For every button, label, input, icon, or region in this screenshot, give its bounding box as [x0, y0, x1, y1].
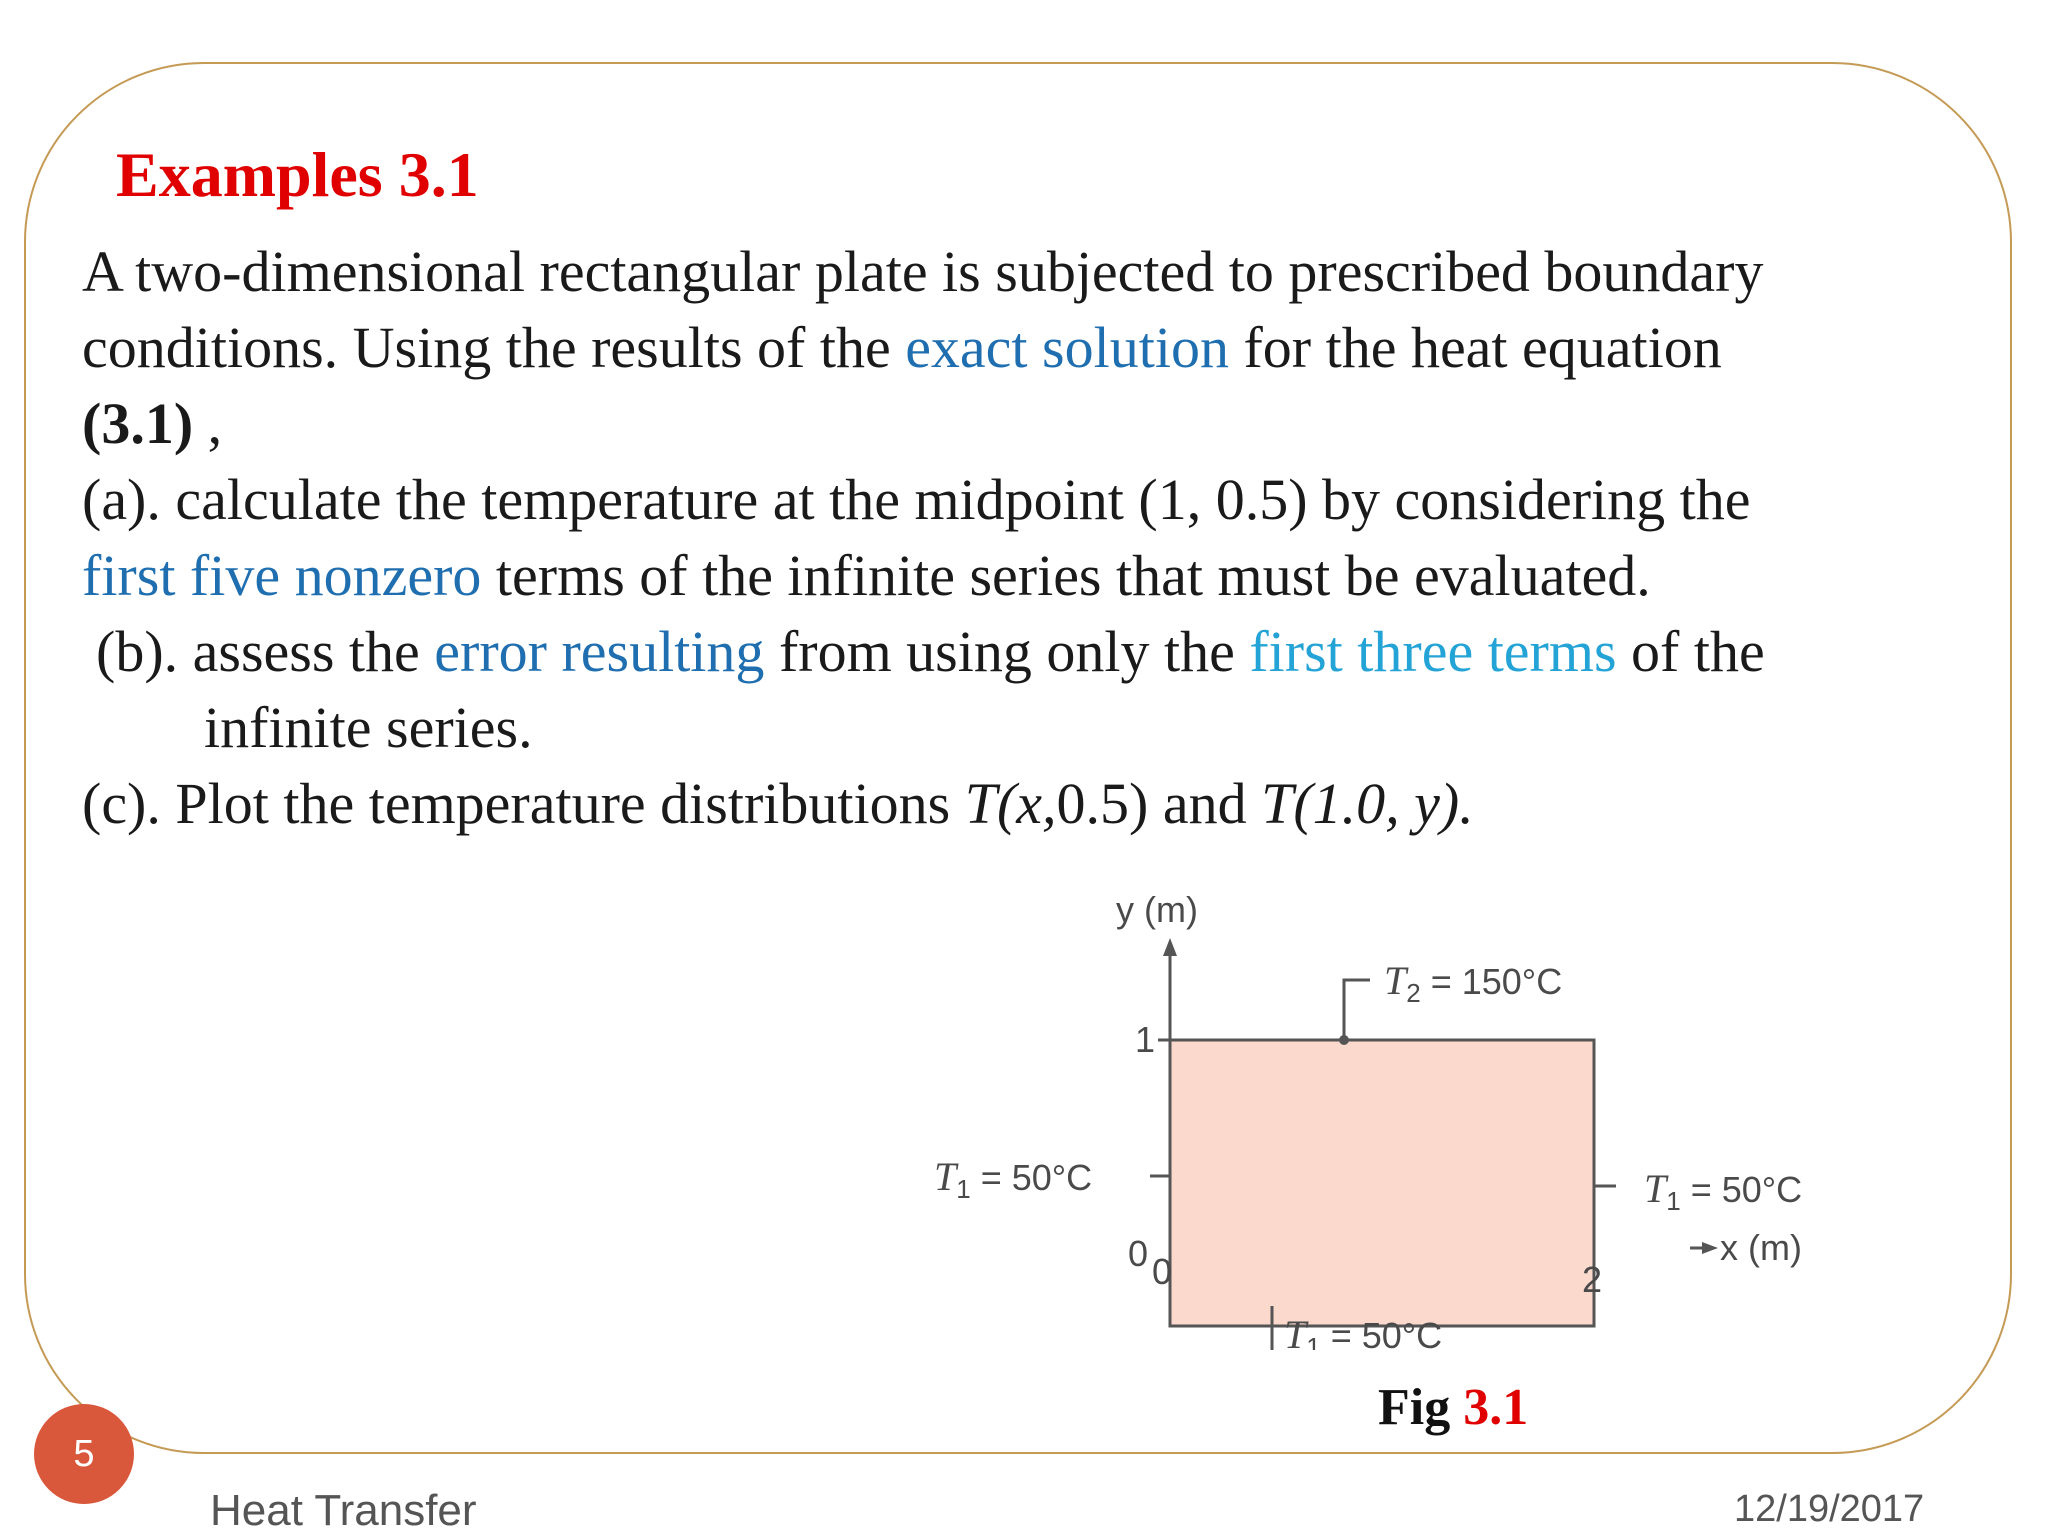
text-span: of the — [1616, 619, 1765, 684]
left-T-symbol: T — [934, 1154, 957, 1199]
plate-diagram-svg — [900, 880, 1900, 1350]
y-tick-origin-label: 0 — [1128, 1233, 1149, 1274]
problem-statement — [82, 234, 1962, 842]
top-leader-line — [1344, 980, 1370, 1040]
footer-date: 12/19/2017 — [1734, 1488, 1925, 1530]
bottom-T-symbol: T — [1284, 1312, 1307, 1350]
right-T-symbol: T — [1644, 1166, 1667, 1211]
text-span: , — [193, 391, 223, 456]
text-span: A two-dimensional rectangular plate is subjected to prescribed boundary — [82, 239, 1764, 304]
statement-line-2 — [82, 310, 1962, 386]
text-span: conditions. Using the results of the — [82, 315, 906, 380]
part-b-line-2 — [82, 690, 1962, 766]
top-T-symbol: T — [1384, 958, 1407, 1003]
y-tick-top-label: 1 — [1135, 1019, 1156, 1060]
x-tick-right-label: 2 — [1582, 1259, 1603, 1300]
part-c-line — [82, 766, 1962, 842]
left-T-subscript: 1 — [956, 1174, 971, 1204]
part-a-line-2 — [82, 538, 1962, 614]
right-boundary-label — [1644, 1166, 1802, 1216]
text-span: (c). Plot the temperature distributions — [82, 771, 965, 836]
bottom-T-subscript: 1 — [1306, 1332, 1321, 1350]
italic-span: T(x, — [964, 771, 1057, 836]
x-tick-origin-label: 0 — [1152, 1251, 1173, 1292]
right-T-value: = 50°C — [1680, 1169, 1803, 1210]
part-a-line-1 — [82, 462, 1962, 538]
x-axis-arrow-icon — [1702, 1242, 1718, 1254]
statement-line-3 — [82, 386, 1962, 462]
text-span: 0.5) and — [1056, 771, 1262, 836]
footer-course-title: Heat Transfer — [210, 1486, 477, 1535]
text-span: (b). assess the — [96, 619, 435, 684]
equation-reference: (3.1) — [82, 391, 194, 456]
text-span: infinite series. — [204, 695, 533, 760]
text-span: for the heat equation — [1228, 315, 1722, 380]
highlight-error-resulting: error resulting — [434, 619, 765, 684]
top-boundary-label — [1384, 958, 1562, 1008]
statement-line-1 — [82, 234, 1962, 310]
italic-span: T(1.0, y). — [1261, 771, 1474, 836]
plate-rectangle — [1170, 1040, 1594, 1326]
text-span: (a). calculate the temperature at the midpoint (1, 0.5) by considering the — [82, 467, 1751, 532]
text-span: from using only the — [764, 619, 1250, 684]
left-boundary-label — [934, 1154, 1092, 1204]
text-span: terms of the infinite series that must be evaluated. — [481, 543, 1651, 608]
plate-diagram — [900, 880, 1900, 1350]
slide-number-badge: 5 — [34, 1404, 134, 1504]
top-leader-dot — [1339, 1035, 1349, 1045]
x-axis-label: x (m) — [1720, 1227, 1802, 1268]
top-T-subscript: 2 — [1406, 978, 1421, 1008]
bottom-T-value: = 50°C — [1320, 1315, 1443, 1350]
caption-prefix: Fig — [1378, 1379, 1464, 1436]
figure-caption — [1378, 1378, 1528, 1437]
y-axis-arrow-icon — [1163, 938, 1177, 956]
top-T-value: = 150°C — [1420, 961, 1563, 1002]
highlight-first-three-terms: first three terms — [1249, 619, 1617, 684]
part-b-line-1 — [82, 614, 1962, 690]
y-axis-label: y (m) — [1116, 889, 1198, 930]
highlight-first-five-nonzero: first five nonzero — [82, 543, 482, 608]
slide-title: Examples 3.1 — [116, 139, 479, 210]
caption-number: 3.1 — [1463, 1379, 1529, 1436]
right-T-subscript: 1 — [1666, 1186, 1681, 1216]
left-T-value: = 50°C — [970, 1157, 1093, 1198]
highlight-exact-solution: exact solution — [905, 315, 1229, 380]
